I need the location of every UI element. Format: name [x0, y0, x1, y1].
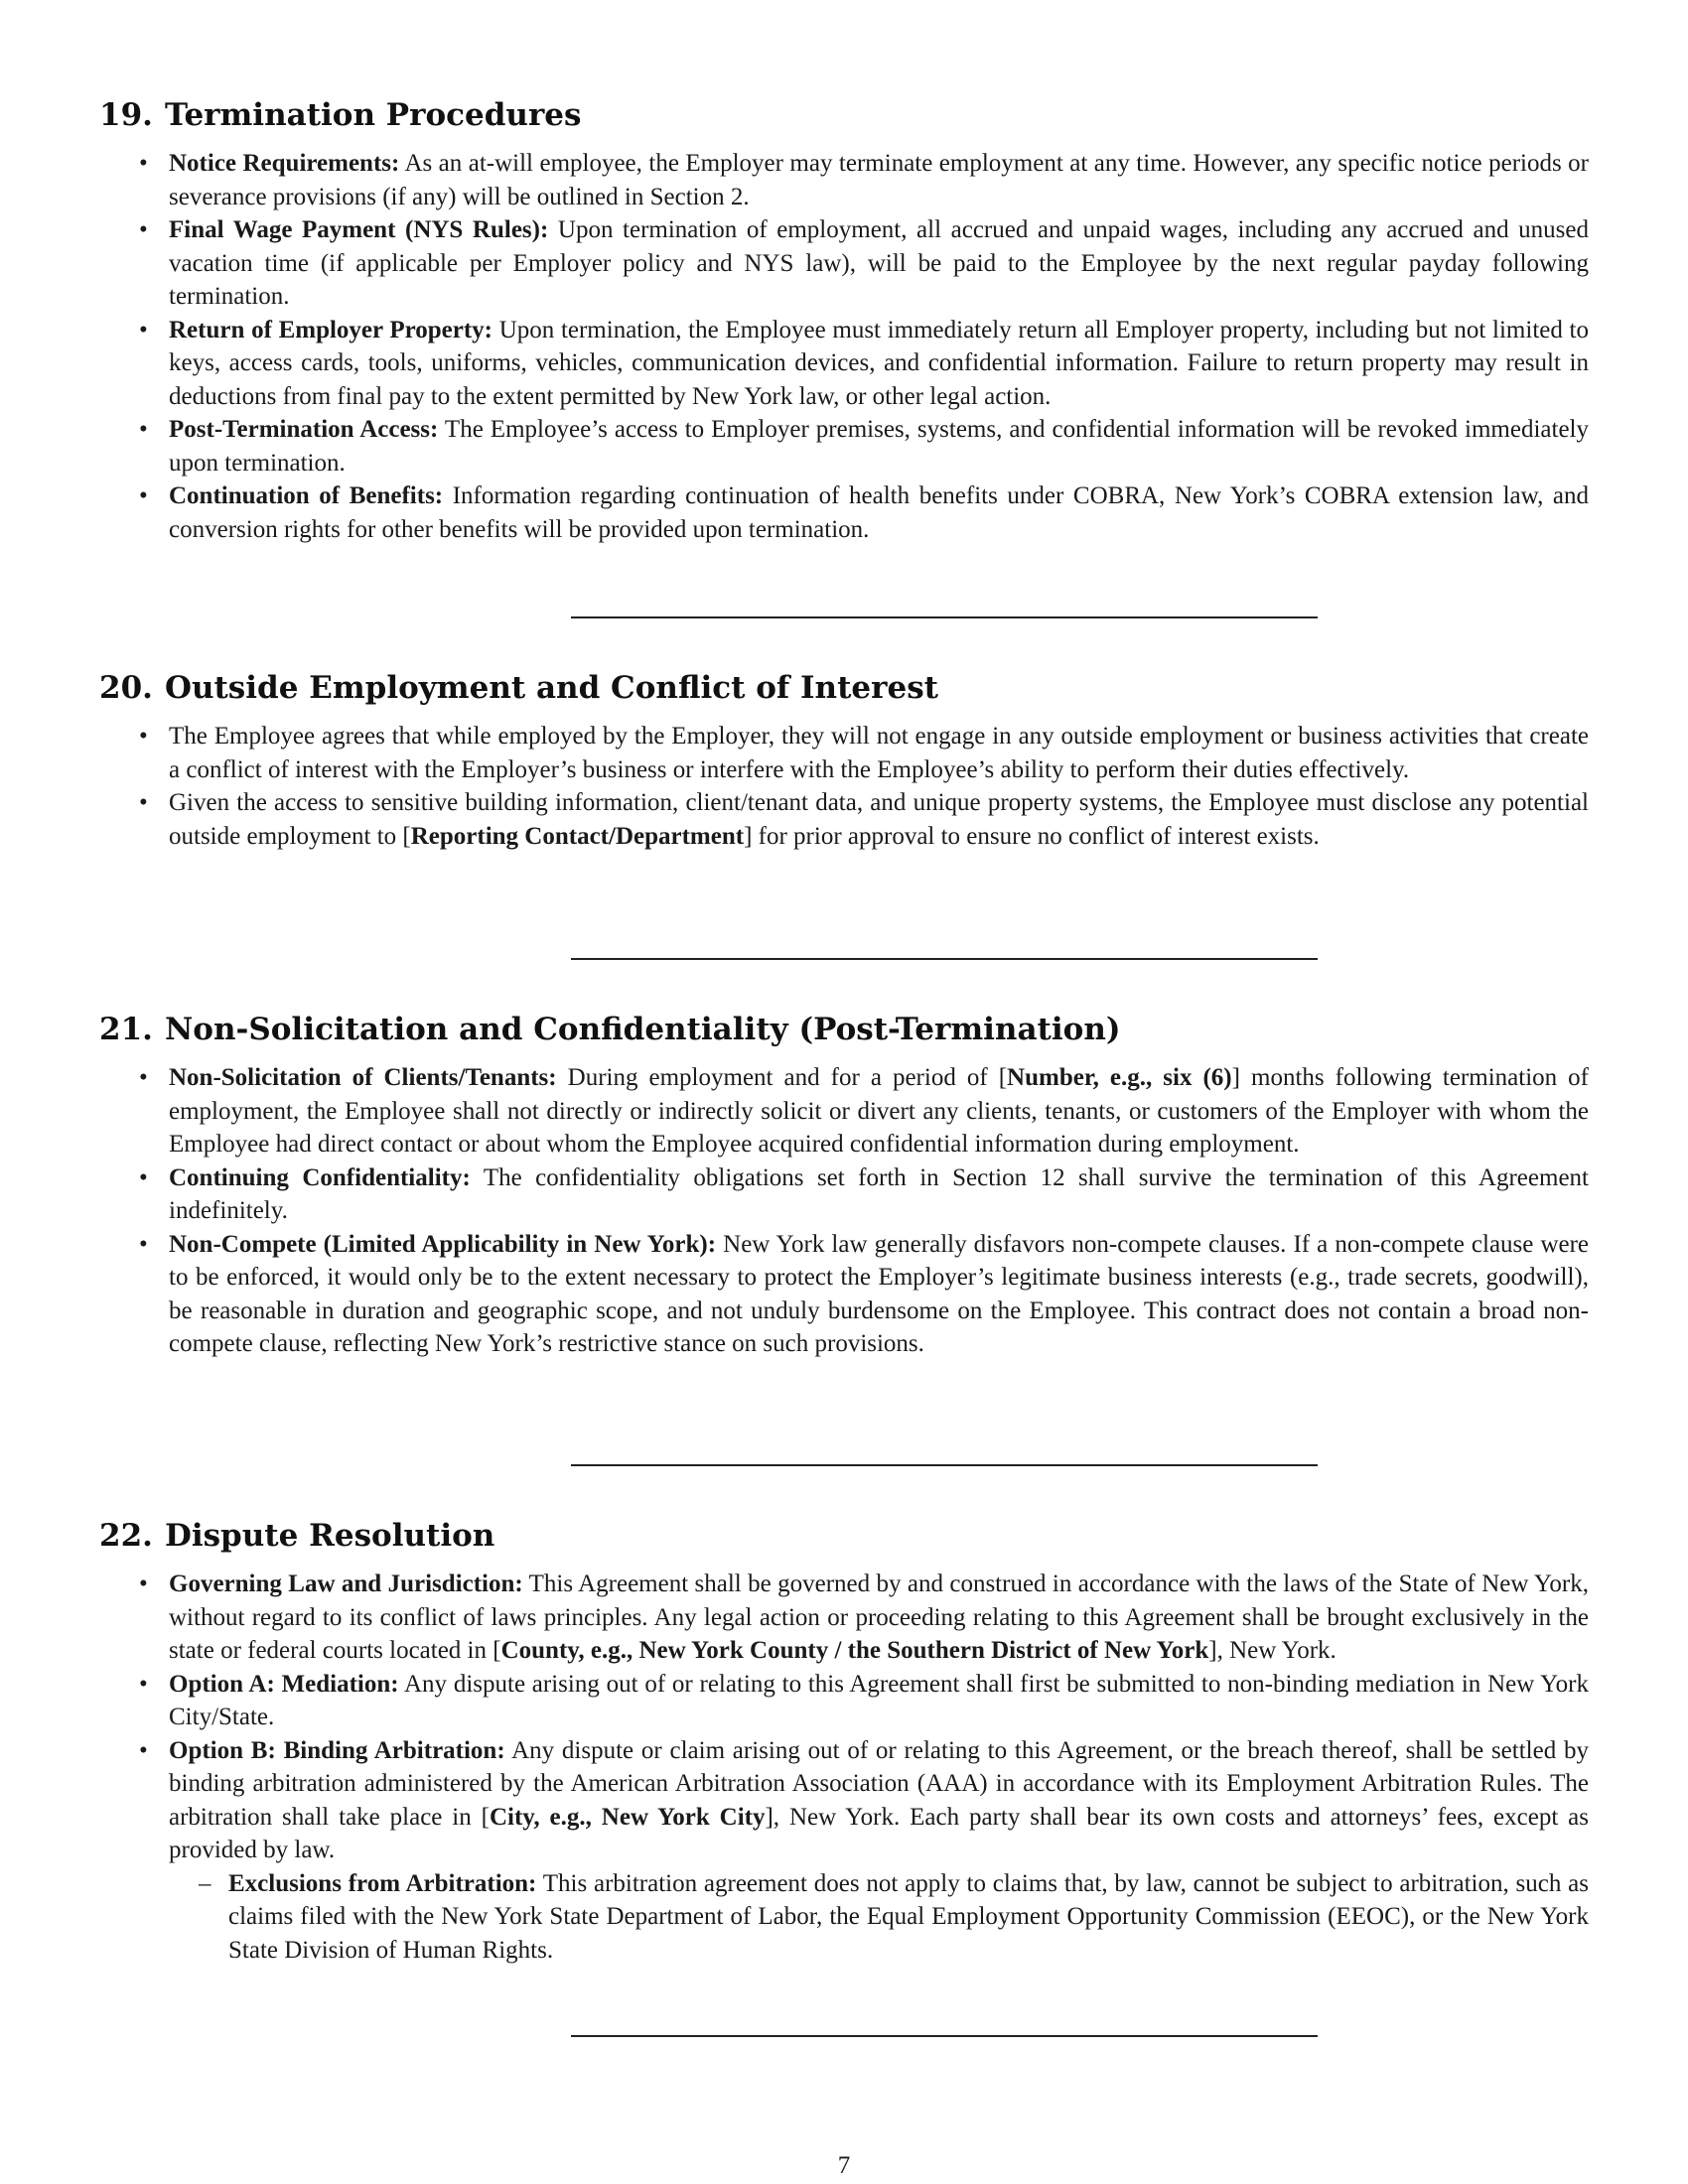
list-item: • Governing Law and Jurisdiction: This Agreement shall be governed by and construed in accordance with the laws of the State of New York, without regard to its conflict of laws principles. Any legal action or proceeding relating to this Agreement shall be brought exclusively in the state or federal courts located in [County, e.g., New York County / the Southern District of New York], New York. [99, 1568, 1589, 1668]
section-19 [99, 95, 1589, 546]
section-divider [571, 1464, 1318, 1466]
list-item: • Return of Employer Property: Upon termination, the Employee must immediately return all Employer property, including but not limited to keys, access cards, tools, uniforms, vehicles, communication devices, and confidential information. Failure to return property may result in deductions from final pay to the extent permitted by New York law, or other legal action. [99, 314, 1589, 414]
section-divider [571, 2035, 1318, 2037]
list-item: • The Employee agrees that while employed by the Employer, they will not engage in any outside employment or business activities that create a conflict of interest with the Employer’s business or interfere with the Employee’s ability to perform their duties effectively. [99, 720, 1589, 786]
page-number: 7 [837, 2152, 851, 2179]
list-item: • Notice Requirements: As an at-will employee, the Employer may terminate employment at any time. However, any specific notice periods or severance provisions (if any) will be outlined in Section 2. [99, 147, 1589, 213]
list-item: • Final Wage Payment (NYS Rules): Upon termination of employment, all accrued and unpaid wages, including any accrued and unused vacation time (if applicable per Employer policy and NYS law), will be paid to the Employee by the next regular payday following termination. [99, 213, 1589, 314]
section-title: Termination Procedures [164, 97, 582, 133]
sub-list-item: – Exclusions from Arbitration: This arbitration agreement does not apply to claims that, by law, cannot be subject to arbitration, such as claims filed with the New York State Department of Labor, the Equal Employment Opportunity Commission (EEOC), or the New York State Division of Human Rights. [169, 1867, 1589, 1968]
section-divider [571, 616, 1318, 618]
list-item: • Given the access to sensitive building information, client/tenant data, and unique property systems, the Employee must disclose any potential outside employment to [Reporting Contact/Department] for prior approval to ensure no conflict of interest exists. [99, 786, 1589, 853]
section-heading: 21. Non-Solicitation and Confidentiality (Post-Termination) [99, 1012, 1121, 1047]
list-item: • Post-Termination Access: The Employee’s access to Employer premises, systems, and confidential information will be revoked immediately upon termination. [99, 413, 1589, 479]
section-heading: 22. Dispute Resolution [99, 1518, 495, 1554]
clause-list [99, 1061, 1589, 1361]
placeholder-field: Reporting Contact/Department [410, 822, 745, 850]
list-item: • Continuing Confidentiality: The confidentiality obligations set forth in Section 12 shall survive the termination of this Agreement indefinitely. [99, 1161, 1589, 1228]
section-20 [99, 668, 1589, 853]
list-item: • Non-Solicitation of Clients/Tenants: During employment and for a period of [Number, e.g., six (6)] months following termination of employment, the Employee shall not directly or indirectly solicit or divert any clients, tenants, or customers of the Employer with whom the Employee had direct contact or about whom the Employee acquired confidential information during employment. [99, 1061, 1589, 1161]
list-item: • Continuation of Benefits: Information regarding continuation of health benefits under COBRA, New York’s COBRA extension law, and conversion rights for other benefits will be provided upon termination. [99, 479, 1589, 546]
clause-list [99, 1568, 1589, 1967]
section-heading: 19. Termination Procedures [99, 97, 582, 133]
placeholder-field: County, e.g., New York County / the Southern District of New York [500, 1637, 1209, 1664]
list-item: • Option A: Mediation: Any dispute arising out of or relating to this Agreement shall first be submitted to non-binding mediation in New York City/State. [99, 1668, 1589, 1734]
section-title: Outside Employment and Conflict of Interest [164, 670, 938, 706]
placeholder-field: Number, e.g., six (6) [1007, 1064, 1232, 1091]
section-title: Dispute Resolution [164, 1518, 495, 1554]
clause-list [99, 147, 1589, 546]
section-divider [571, 958, 1318, 960]
list-item: • Option B: Binding Arbitration: Any dispute or claim arising out of or relating to this Agreement, or the breach thereof, shall be settled by binding arbitration administered by the American Arbitration Association (AAA) in accordance with its Employment Arbitration Rules. The arbitration shall take place in [City, e.g., New York City], New York. Each party shall bear its own costs and attorneys’ fees, except as provided by law. – Exclusions from Arbitration: This arbitration agreement does not apply to claims that, by law, cannot be subject to arbitration, such as claims filed with the New York State Department of Labor, the Equal Employment Opportunity Commission (EEOC), or the New York State Division of Human Rights. [99, 1734, 1589, 1968]
sub-clause-list [169, 1867, 1589, 1968]
section-heading: 20. Outside Employment and Conflict of Interest [99, 670, 938, 706]
section-22 [99, 1516, 1589, 1967]
section-21 [99, 1010, 1589, 1361]
placeholder-field: City, e.g., New York City [489, 1803, 766, 1831]
clause-list [99, 720, 1589, 853]
section-title: Non-Solicitation and Confidentiality (Post-Termination) [164, 1012, 1121, 1047]
list-item: • Non-Compete (Limited Applicability in New York): New York law generally disfavors non-compete clauses. If a non-compete clause were to be enforced, it would only be to the extent necessary to protect the Employer’s legitimate business interests (e.g., trade secrets, goodwill), be reasonable in duration and geographic scope, and not unduly burdensome on the Employee. This contract does not contain a broad non-compete clause, reflecting New York’s restrictive stance on such provisions. [99, 1228, 1589, 1361]
